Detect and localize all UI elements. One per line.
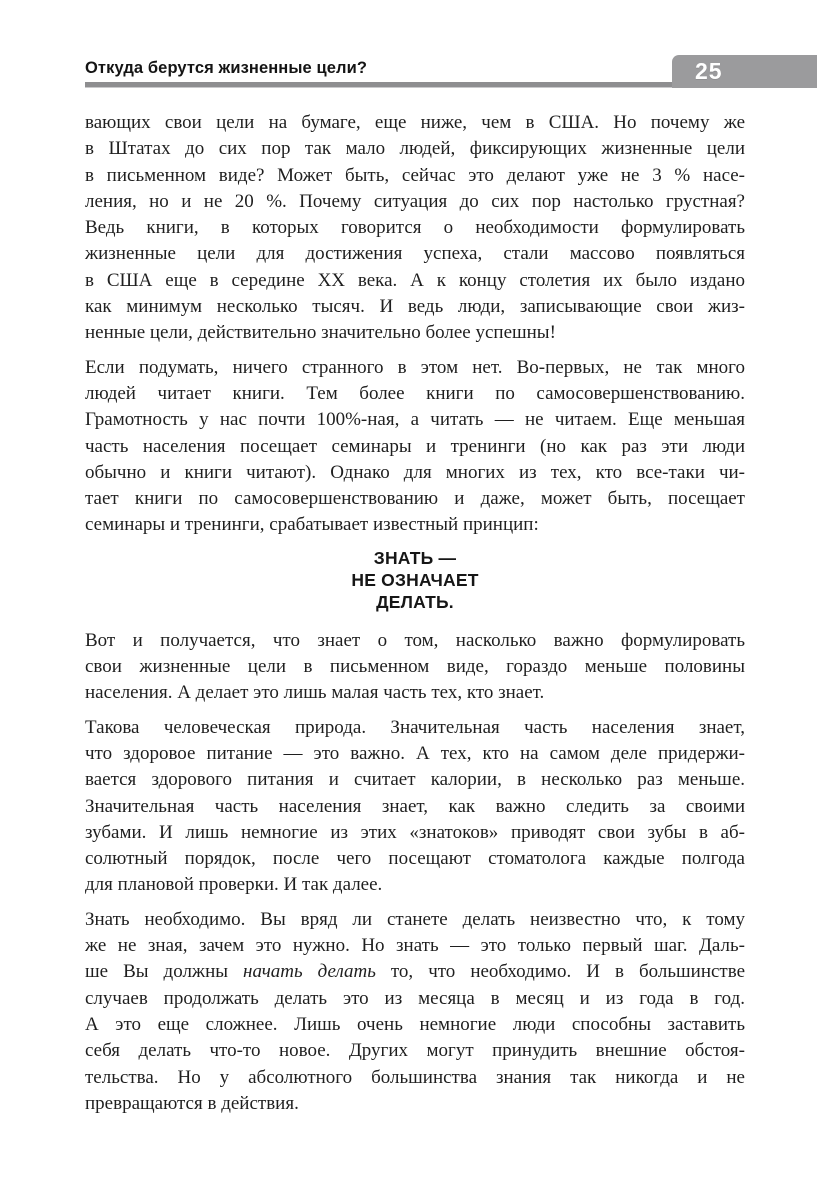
text-line: зубами. И лишь немногие из этих «знатоков» приводят свои зубы в аб- bbox=[85, 821, 745, 843]
text-run: ше Вы должны bbox=[85, 961, 244, 983]
body-paragraph bbox=[85, 628, 745, 707]
text-line: в США еще в середине XX века. А к концу столетия их было издано bbox=[85, 269, 745, 291]
text-line: себя делать что-то новое. Других могут принудить внешние обстоя- bbox=[85, 1040, 745, 1062]
text-line: случаев продолжать делать это из месяца в месяц и из года в год. bbox=[85, 987, 745, 1009]
principle-heading-line: ЗНАТЬ — bbox=[373, 547, 457, 568]
body-paragraph bbox=[85, 907, 745, 1117]
body-paragraph bbox=[85, 715, 745, 899]
text-line: Грамотность у нас почти 100%-ная, а читать — не читаем. Еще меньшая bbox=[85, 409, 745, 431]
text-line: в Штатах до сих пор так мало людей, фиксирующих жизненные цели bbox=[85, 138, 745, 160]
page-number-tab bbox=[672, 55, 817, 88]
running-head-title: Откуда берутся жизненные цели? bbox=[85, 59, 368, 77]
text-line: вается здорового питания и считает калории, в несколько раз меньше. bbox=[85, 769, 745, 791]
text-line: Ведь книги, в которых говорится о необходимости формулировать bbox=[85, 217, 745, 239]
italic-phrase: начать делать bbox=[243, 961, 376, 983]
body-paragraph bbox=[85, 355, 745, 539]
text-line: Такова человеческая природа. Значительная часть населения знает, bbox=[85, 716, 745, 738]
page-header bbox=[0, 0, 817, 88]
text-line: Если подумать, ничего странного в этом нет. Во-первых, не так много bbox=[85, 356, 745, 378]
text-line: же не зная, зачем это нужно. Но знать — это только первый шаг. Даль- bbox=[85, 935, 745, 957]
text-line: тельства. Но у абсолютного большинства знания так никогда и не bbox=[85, 1066, 745, 1088]
text-line: превращаются в действия. bbox=[85, 1092, 299, 1114]
text-line: населения. А делает это лишь малая часть тех, кто знает. bbox=[85, 682, 545, 704]
text-line: Вот и получается, что знает о том, насколько важно формулировать bbox=[85, 629, 745, 651]
page-body bbox=[85, 110, 745, 1125]
text-line: А это еще сложнее. Лишь очень немногие люди способны заставить bbox=[85, 1013, 745, 1035]
text-line: часть населения посещает семинары и тренинги (но как раз эти люди bbox=[85, 435, 745, 457]
text-line: вающих свои цели на бумаге, еще ниже, чем в США. Но почему же bbox=[85, 112, 745, 133]
text-line: солютный порядок, после чего посещают стоматолога каждые полгода bbox=[85, 848, 745, 870]
principle-heading-line: ДЕЛАТЬ. bbox=[376, 591, 454, 612]
text-line: людей читает книги. Тем более книги по самосовершенствованию. bbox=[85, 382, 745, 404]
text-line: что здоровое питание — это важно. А тех, кто на самом деле придержи- bbox=[85, 742, 745, 764]
text-line: Значительная часть населения знает, как важно следить за своими bbox=[85, 795, 745, 817]
body-paragraph bbox=[85, 110, 745, 347]
page-number: 25 bbox=[695, 58, 723, 84]
text-line: тает книги по самосовершенствованию и даже, может быть, посещает bbox=[85, 488, 745, 510]
text-line: Знать необходимо. Вы вряд ли станете делать неизвестно что, к тому bbox=[85, 908, 745, 930]
text-line: жизненные цели для достижения успеха, стали массово появляться bbox=[85, 243, 745, 265]
text-line: свои жизненные цели в письменном виде, гораздо меньше половины bbox=[85, 656, 745, 678]
text-line: обычно и книги читают). Однако для многих из тех, кто все-таки чи- bbox=[85, 461, 745, 483]
text-line: для плановой проверки. И так далее. bbox=[85, 874, 383, 896]
text-run: то, что необходимо. И в большинстве bbox=[375, 961, 746, 983]
text-line bbox=[85, 959, 745, 985]
principle-heading bbox=[85, 547, 745, 613]
principle-heading-line: НЕ ОЗНАЧАЕТ bbox=[351, 569, 479, 590]
text-line: семинары и тренинги, срабатывает известный принцип: bbox=[85, 514, 539, 536]
text-line: ненные цели, действительно значительно более успешны! bbox=[85, 322, 556, 344]
text-line: как минимум несколько тысяч. И ведь люди, записывающие свои жиз- bbox=[85, 296, 745, 318]
text-line: в письменном виде? Может быть, сейчас это делают уже не 3 % насе- bbox=[85, 164, 745, 186]
text-line: ления, но и не 20 %. Почему ситуация до сих пор настолько грустная? bbox=[85, 190, 745, 212]
